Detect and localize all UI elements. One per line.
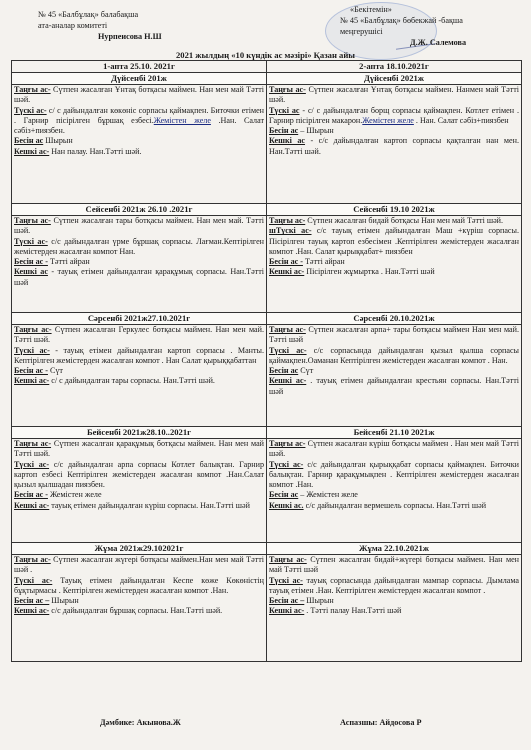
meal-line xyxy=(269,606,519,616)
meal-line xyxy=(14,257,264,267)
footer-right: Аспазшы: Айдосова Р xyxy=(340,718,422,727)
meal-line xyxy=(269,576,519,597)
header-left-line1: № 45 «Балбұлақ» балабақша xyxy=(38,10,139,19)
snack-label: Бесін ас – xyxy=(269,596,305,606)
lunch-text: с/с дайындалған арпа сорпасы Котлет балықтан. Гарнир картоп езбесі Кептірілген жемістерден жасалған компот .Нан.Салат қызыл қылшадан пиязбен. xyxy=(14,459,265,490)
snack-label: Бесін ас xyxy=(269,490,299,500)
day-header-left: Бейсенбі 2021ж28.10..2021г xyxy=(12,427,267,439)
day-menu-left xyxy=(12,555,267,662)
header-left xyxy=(38,9,238,42)
dinner-label: Кешкі ас xyxy=(14,267,48,277)
breakfast-text: Сүтпен жасалған тары ботқасы маймен. Нан мен май. Тәтті шәй. xyxy=(14,216,264,236)
meal-line xyxy=(14,267,264,288)
day-menu-left xyxy=(12,325,267,427)
meal-line xyxy=(14,366,264,376)
breakfast-label: Таңғы ас- xyxy=(269,325,306,334)
menu-table xyxy=(11,60,522,662)
breakfast-label: Таңғы ас- xyxy=(269,439,306,448)
meal-line xyxy=(269,376,519,397)
meal-line xyxy=(269,366,519,376)
dinner-label: Кешкі ас- xyxy=(269,606,305,616)
snack-text: Шырын xyxy=(43,136,73,146)
dinner-label: Кешкі ас xyxy=(269,136,306,146)
meal-line xyxy=(269,501,519,511)
meal-line xyxy=(14,490,264,500)
breakfast-text: Сүтпен жасалған Геркулес ботқасы маймен. Нан мен май. Тәтті шәй. xyxy=(14,325,264,345)
lunch-text: с/с сорпасында дайындалған қызыл қылша сорпасы қаймақпен.Оаманан Кептірілген жемістерден жасалған компот . Нан. xyxy=(269,345,519,365)
meal-line xyxy=(269,257,519,267)
lunch-text: с/с тауық етімен дайындалған Маш +күріш сорпасы. Пісірілген тауық картоп езбесімен .Кептірілген жемістерден жасалған компот .Нан. Салат қырыққабат+ пиязбен xyxy=(269,226,519,256)
lunch-label: Түскі ас- xyxy=(269,459,304,469)
meal-line xyxy=(14,576,264,597)
header-right-line2: № 45 «Балбұлақ» бөбекжай -бақша xyxy=(340,16,463,25)
dinner-text: с/с дайындалған вермешель сорпасы. Нан.Тәтті шәй xyxy=(303,500,487,510)
meal-line xyxy=(14,439,264,460)
day-header-left: Жұма 2021ж29.102021г xyxy=(12,543,267,555)
meal-line xyxy=(14,85,264,106)
meal-line xyxy=(269,439,519,460)
lunch-label: Түскі ас- xyxy=(14,575,53,585)
day-content-row xyxy=(12,85,522,204)
day-header-row xyxy=(12,543,522,555)
header-left-line2: ата-аналар комитеті xyxy=(38,21,108,30)
breakfast-text: Сүтпен жасалған бидай+жүгері ботқасы маймен. Нан мен май Тәтті шәй xyxy=(269,555,520,575)
day-menu-right xyxy=(267,216,522,313)
day-header-right: Дүйсенбі 2021ж xyxy=(267,73,522,85)
meal-line xyxy=(269,226,519,257)
snack-label: Бесін ас xyxy=(14,136,44,146)
snack-text: Шырын xyxy=(49,596,79,606)
lunch-highlight: Жемістен желе xyxy=(153,115,211,125)
breakfast-text: Сүтпен жасалған күріш ботқасы маймен . Нан мен май Тәтті шәй. xyxy=(269,439,519,459)
day-menu-right xyxy=(267,85,522,204)
header-right-line4: Д.Ж. Салемова xyxy=(410,38,467,47)
day-content-row xyxy=(12,555,522,662)
dinner-text: - тауық етімен дайындалған қарақұмық сорпасы. Нан.Тәтті шәй xyxy=(14,267,265,287)
meal-line xyxy=(269,325,519,346)
breakfast-label: Таңғы ас- xyxy=(14,439,52,448)
snack-text: Жемістен желе xyxy=(47,490,102,500)
dinner-text: тауық етімен дайындалған күріш сорпасы. Нан.Тәтті шәй xyxy=(49,500,250,510)
meal-line xyxy=(14,136,264,146)
snack-label: Бесін ас - xyxy=(14,366,48,376)
dinner-text: Нан палау. Нан.Тәтті шәй. xyxy=(49,146,142,156)
meal-line xyxy=(14,106,264,137)
breakfast-label: Таңғы ас- xyxy=(269,555,307,564)
lunch-text: с/ с дайындалған көкөніс сорпасы қаймақпен. Биточки етімен . Гарнир пісірілген бұршақ езбесі. xyxy=(14,105,264,125)
meal-line xyxy=(269,460,519,491)
dinner-text: с/с дайындалған бұршақ сорпасы. Нан.Тәтті шәй. xyxy=(49,606,223,616)
header-left-line3: Нурпеисова Н.Ш xyxy=(98,32,162,41)
day-menu-left xyxy=(12,85,267,204)
header-right xyxy=(340,4,530,48)
snack-text: – Жемістен желе xyxy=(298,490,358,500)
lunch-label: Түскі ас- xyxy=(14,105,47,115)
snack-text: – Шырын xyxy=(298,126,334,136)
meal-line xyxy=(14,147,264,157)
breakfast-label: Таңғы ас- xyxy=(14,216,51,225)
day-header-left: Сәрсенбі 2021ж27.10.2021г xyxy=(12,313,267,325)
snack-label: Бесін ас xyxy=(269,126,299,136)
day-content-row xyxy=(12,439,522,543)
meal-line xyxy=(14,346,264,367)
dinner-label: Кешкі ас. xyxy=(269,500,304,510)
dinner-label: Кешкі ас- xyxy=(269,376,307,386)
lunch-text: Тауық етімен дайындалған Кеспе көже Көкөністің бұқтырмасы . Кептірілген жемістерден жасалған компот .Нан. xyxy=(14,575,265,595)
lunch-text-cont: . Нан. Салат сәбіз+пиязбен xyxy=(413,115,509,125)
lunch-label: Түскі ас- xyxy=(14,236,48,246)
dinner-text: . тауық етімен дайындалған крестьян сорпасы. Нан.Тәтті шәй xyxy=(269,376,519,396)
meal-line xyxy=(14,216,264,237)
lunch-text: с/с дайындалған үрме бұршақ сорпасы. Лағман.Кептірілген жемістерден жасалған компот Нан. xyxy=(14,236,264,256)
breakfast-label: Таңғы ас- xyxy=(14,555,51,564)
breakfast-label: Таңғы ас- xyxy=(14,325,52,334)
day-header-row xyxy=(12,427,522,439)
dinner-text: . Тәтті палау Нан.Тәтті шәй xyxy=(304,606,402,616)
snack-label: Бесін ас - xyxy=(14,257,48,267)
meal-line xyxy=(14,376,264,386)
dinner-label: Кешкі ас- xyxy=(14,146,50,156)
breakfast-text: Сүтпен жасалған Ұнтақ ботқасы маймен. Нан мен май Тәтті шәй. xyxy=(14,85,264,105)
day-menu-left xyxy=(12,439,267,543)
meal-line xyxy=(14,237,264,258)
meal-line xyxy=(269,267,519,277)
meal-line xyxy=(14,555,264,576)
breakfast-label: Таңғы ас- xyxy=(269,85,306,94)
day-menu-left xyxy=(12,216,267,313)
snack-text: Тәтті айран xyxy=(47,257,90,267)
snack-label: Бесін ас - xyxy=(269,257,303,267)
lunch-label: Түскі ас- xyxy=(269,345,307,355)
breakfast-label: Таңғы ас- xyxy=(269,216,306,225)
day-menu-right xyxy=(267,439,522,543)
lunch-label: Түскі ас- xyxy=(14,345,50,355)
meal-line xyxy=(269,596,519,606)
snack-text: Сүт xyxy=(47,366,63,376)
day-header-row xyxy=(12,204,522,216)
day-header-right: Сәрсенбі 20.10.2021ж xyxy=(267,313,522,325)
meal-line xyxy=(269,346,519,367)
breakfast-text: Сүтпен жасалған арпа+ тары ботқасы маймен Нан мен май. Тәтті шәй xyxy=(269,325,519,345)
lunch-text: - тауық етімен дайындалған картоп сорпасы . Манты. Кептірілген жемістерден жасалған компот . Нан Салат қырыққабаттан xyxy=(14,345,264,365)
day-header-right: Жұма 22.10.2021ж xyxy=(267,543,522,555)
breakfast-text: Сүтпен жасалған қарақұмық ботқасы маймен. Нан мен май Тәтті шәй. xyxy=(14,439,264,459)
meal-line xyxy=(269,85,519,106)
meal-line xyxy=(14,460,264,491)
snack-text: Тәтті айран xyxy=(302,257,345,267)
footer-left: Дәмбике: Акынова.Ж xyxy=(100,718,181,727)
meal-line xyxy=(14,501,264,511)
day-header-right: Бейсенбі 21.10 2021ж xyxy=(267,427,522,439)
breakfast-text: Сүтпен жасалған жүгері ботқасы маймен.Нан мен май Тәтті шәй . xyxy=(14,555,264,575)
meal-line xyxy=(14,596,264,606)
day-menu-right xyxy=(267,555,522,662)
lunch-label: шТүскі ас- xyxy=(269,226,312,236)
meal-line xyxy=(269,216,519,226)
dinner-label: Кешкі ас- xyxy=(14,500,50,510)
lunch-label: Түскі ас xyxy=(269,105,300,115)
meal-line xyxy=(269,136,519,157)
dinner-label: Кешкі ас- xyxy=(269,267,305,277)
breakfast-text: Сүтпен жасалған бидай ботқасы Нан мен май Тәтті шәй. xyxy=(305,216,504,225)
dinner-text: с/ с дайындалған тары сорпасы. Нан.Тәтті шәй. xyxy=(49,376,215,386)
breakfast-label: Таңғы ас- xyxy=(14,85,51,94)
day-header-row xyxy=(12,313,522,325)
meal-line xyxy=(14,606,264,616)
dinner-text: - с/с дайындалған картоп сорпасы қақталған нан мен. Нан.Тәтті шәй. xyxy=(269,136,519,156)
lunch-text-cont: .Нан. Салат сәбіз+пиязбен. xyxy=(14,115,264,136)
week-header-row xyxy=(12,61,522,73)
day-header-row xyxy=(12,73,522,85)
dinner-label: Кешкі ас- xyxy=(14,376,50,386)
meal-line xyxy=(269,126,519,136)
snack-label: Бесін ас - xyxy=(14,490,48,500)
lunch-text: с/с дайындалған қырыққабат сорпасы қаймақпен. Биточки балықтан. Гарнир қарақұмықпен . Кептірілген жемістерден жасалған компот .Нан. xyxy=(269,459,520,490)
dinner-text: Пісірілген жұмыртка . Нан.Тәтті шәй xyxy=(304,267,435,277)
week-header-right: 2-апта 18.10.2021г xyxy=(267,61,522,73)
lunch-label: Түскі ас- xyxy=(269,575,303,585)
lunch-text: - с/ с дайындалған борщ сорпасы қаймақпен. Котлет етімен . Гарнир пісірілген макарон. xyxy=(269,105,519,125)
snack-label: Бесін ас – xyxy=(14,596,50,606)
header-right-line1: «Бекітемін» xyxy=(350,5,392,14)
lunch-text: тауық сорпасында дайындалған мампар сорпасы. Дымлама тауық етімен .Нан. Кептірілген жемістерден жасалған компот . xyxy=(269,575,519,595)
day-content-row xyxy=(12,325,522,427)
dinner-label: Кешкі ас- xyxy=(14,606,50,616)
day-header-left: Сейсенбі 2021ж 26.10 .2021г xyxy=(12,204,267,216)
meal-line xyxy=(269,106,519,127)
week-header-left: 1-апта 25.10. 2021г xyxy=(12,61,267,73)
snack-text: Шырын xyxy=(304,596,334,606)
document-title: 2021 жылдың «10 күндік ас мәзірі» Қазан айы xyxy=(175,50,356,60)
lunch-label: Түскі ас- xyxy=(14,459,50,469)
meal-line xyxy=(269,490,519,500)
header-right-line3: меңгерушісі xyxy=(340,27,383,36)
breakfast-text: Сүтпен жасалған Ұнтақ ботқасы маймен. Нанмен май Тәтті шәй. xyxy=(269,85,519,105)
meal-line xyxy=(269,555,519,576)
day-menu-right xyxy=(267,325,522,427)
snack-text: Сүт xyxy=(298,366,314,376)
day-header-left: Дүйсенбі 201ж xyxy=(12,73,267,85)
meal-line xyxy=(14,325,264,346)
snack-label: Бесін ас xyxy=(269,366,299,376)
day-header-right: Сейсенбі 19.10 2021ж xyxy=(267,204,522,216)
lunch-highlight: Жемістен желе xyxy=(362,115,414,125)
day-content-row xyxy=(12,216,522,313)
